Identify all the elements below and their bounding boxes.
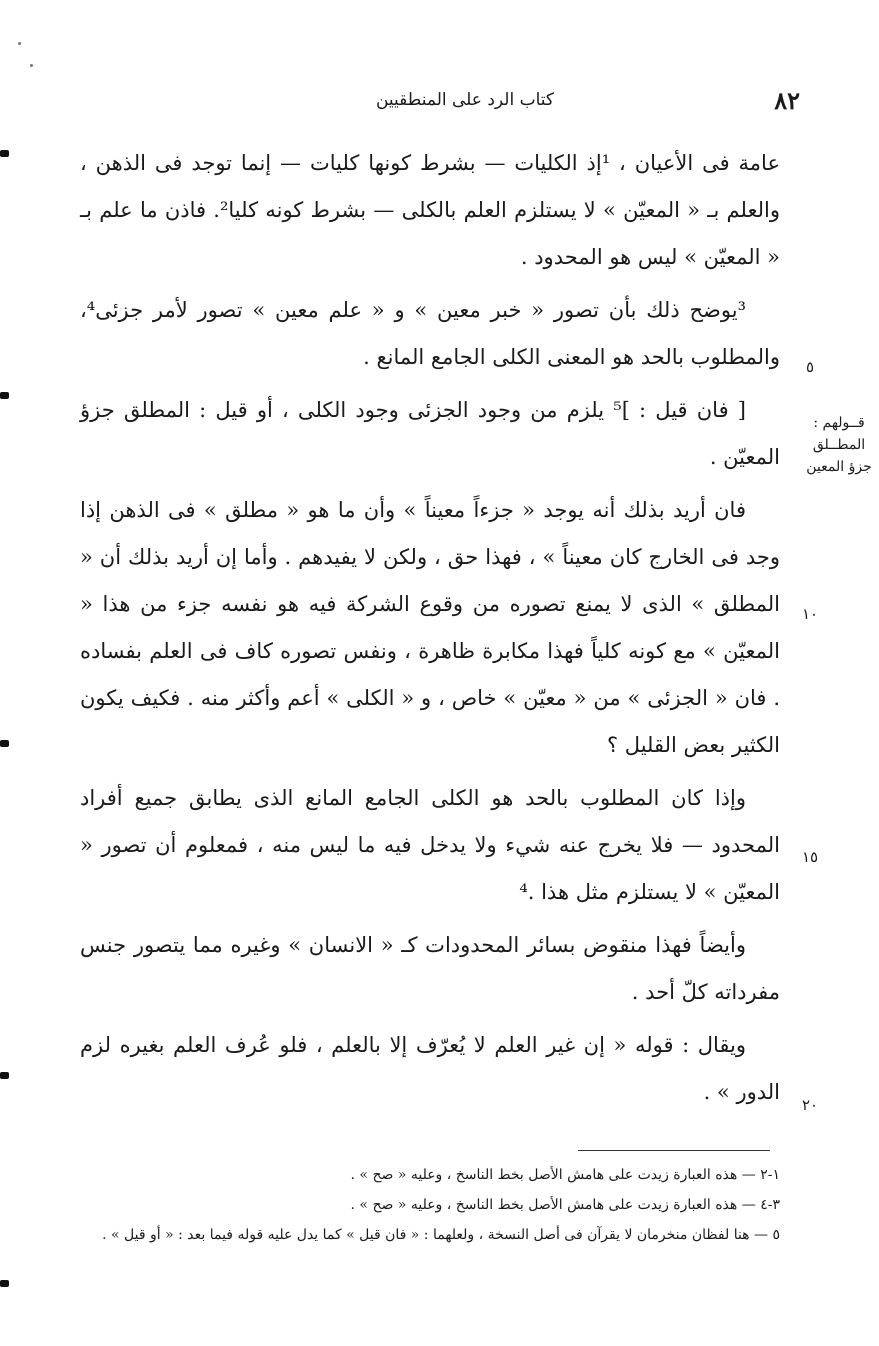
page-number: ٨٢ [774, 86, 800, 115]
scan-edge-mark [0, 392, 9, 399]
scan-edge-mark [0, 150, 9, 157]
page-header [80, 86, 800, 120]
footnote-divider [578, 1150, 770, 1151]
paragraph: ³يوضح ذلك بأن تصور « خبر معين » و « علم معين » تصور لأمر جزئى⁴، والمطلوب بالحد هو المعنى الكلى الجامع المانع . [80, 298, 780, 369]
paragraph: ويقال : قوله « إن غير العلم لا يُعرّف إلا بالعلم ، فلو عُرف العلم بغيره لزم الدور » . [80, 1033, 780, 1104]
line-number: ٢٠ [801, 1096, 819, 1114]
scan-edge-mark [0, 1280, 9, 1287]
line-number: ٥ [805, 358, 815, 376]
paragraph: فان أريد بذلك أنه يوجد « جزءاً معيناً » وأن ما هو « مطلق » فى الذهن إذا وجد فى الخارج كان معيناً » ، فهذا حق ، ولكن لا يفيدهم . وأما إن أريد بذلك أن « المطلق » الذى لا يمنع تصوره من وقوع الشركة فيه هو نفسه جزء من هذا « المعيّن » مع كونه كلياً فهذا مكابرة ظاهرة ، ونفس تصوره كاف فى العلم بفساده . فان « الجزئى » من « معيّن » خاص ، و « الكلى » أعم وأكثر منه . فكيف يكون الكثير بعض القليل ؟ [80, 498, 780, 757]
footnote: ١-٢ — هذه العبارة زيدت على هامش الأصل بخط الناسخ ، وعليه « صح » . [350, 1167, 780, 1183]
footnotes [80, 1160, 780, 1250]
line-number: ١٥ [801, 848, 819, 866]
margin-note: قــولهم : المطــلق جزؤ المعين [806, 415, 872, 475]
paragraph: وأيضاً فهذا منقوض بسائر المحدودات كـ « الانسان » وغيره مما يتصور جنس مفرداته كلّ أحد . [80, 933, 780, 1004]
footnote: ٥ — هنا لفظان منخرمان لا يقرآن فى أصل النسخة ، ولعلهما : « فان قيل » كما يدل عليه قوله فيما بعد : « أو قيل » . [102, 1227, 780, 1243]
running-title: كتاب الرد على المنطقيين [375, 90, 555, 110]
paragraph: عامة فى الأعيان ، ¹إذ الكليات — بشرط كونها كليات — إنما توجد فى الذهن ، والعلم بـ « المعيّن » لا يستلزم العلم بالكلى — بشرط كونه كليا². فاذن ما علم بـ « المعيّن » ليس هو المحدود . [80, 151, 780, 269]
scan-edge-mark [0, 740, 9, 747]
scan-speck [30, 64, 33, 67]
paragraph: وإذا كان المطلوب بالحد هو الكلى الجامع المانع الذى يطابق جميع أفراد المحدود — فلا يخرج عنه شيء ولا يدخل فيه ما ليس منه ، فمعلوم أن تصور « المعيّن » لا يستلزم مثل هذا .⁴ [80, 786, 780, 904]
scan-edge-mark [0, 1072, 9, 1079]
line-number: ١٠ [801, 605, 819, 623]
footnote: ٣-٤ — هذه العبارة زيدت على هامش الأصل بخط الناسخ ، وعليه « صح » . [350, 1197, 780, 1213]
paragraph: [ فان قيل : ]⁵ يلزم من وجود الجزئى وجود الكلى ، أو قيل : المطلق جزؤ المعيّن . [80, 398, 780, 469]
scan-speck [18, 42, 21, 45]
main-text [80, 140, 780, 1122]
